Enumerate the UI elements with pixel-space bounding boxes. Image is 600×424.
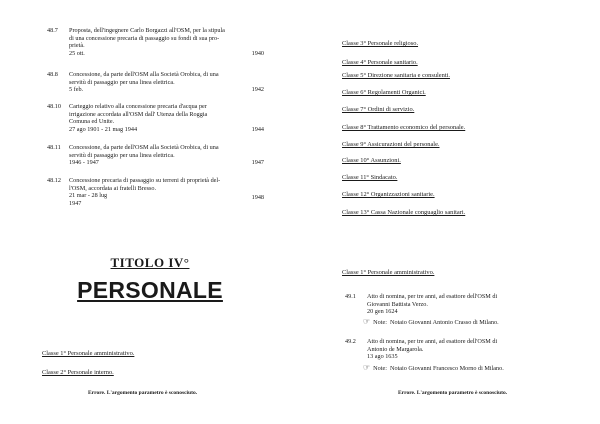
entry-text-line: Atto di nomina, per tre anni, ad esattore dell'OSM di: [367, 293, 498, 300]
entry-date: 25 ott.: [69, 49, 85, 57]
entry-number: 48.11: [47, 144, 61, 151]
classe-heading: Classe 13° Cassa Nazionale conguaglio sanitari.: [342, 209, 466, 216]
entry-date: 1946 - 1947: [69, 159, 99, 167]
note-pointing-hand-icon: ☞: [363, 317, 371, 326]
entry-year: 1948: [251, 194, 264, 202]
entry-text-line: servitù di passaggio per una linea elettrica.: [69, 78, 175, 86]
classe-heading: Classe 4° Personale sanitario.: [342, 59, 418, 66]
entry-text-line: Comuna ed Unite.: [69, 118, 115, 126]
entry-date: 5 feb.: [69, 86, 84, 94]
entry-date-continued: 1947: [69, 199, 82, 207]
entry-note: [363, 318, 499, 327]
note-text: Notaio Giovanni Francesco Morno di Milano.: [390, 365, 504, 372]
classe-heading: Classe 6° Regolamenti Organici.: [342, 89, 426, 96]
entry-text-line: Antonio de Margarola.: [367, 345, 424, 353]
entry-year: 1942: [251, 86, 264, 94]
classe-heading: Classe 1° Personale amministrativo.: [42, 350, 135, 357]
entry-number: 48.8: [47, 71, 58, 78]
entry-number: 48.10: [47, 103, 61, 110]
entry-text-line: servitù di passaggio per una linea elettrica.: [69, 151, 175, 159]
note-label: Note:: [373, 365, 387, 372]
section-heading: PERSONALE: [77, 277, 223, 303]
entry-text-line: di una concessione precaria di passaggio su fondi di sua pro-: [69, 34, 220, 42]
section-title: TITOLO IV°: [110, 255, 190, 270]
entry-text-line: Concessione precaria di passaggio su terreni di proprietà del-: [69, 177, 221, 184]
entry-date: 27 ago 1901 - 21 mag 1944: [69, 125, 138, 133]
classe-heading: Classe 7° Ordini di servizio.: [342, 106, 415, 113]
entry-date: 20 gen 1624: [367, 308, 398, 316]
classe-heading: Classe 1° Personale amministrativo.: [342, 269, 435, 276]
entry-number: 48.12: [47, 177, 61, 184]
classe-heading: Classe 3° Personale religioso.: [342, 40, 419, 47]
entry-text-line: l'OSM, accordata ai fratelli Bresso.: [69, 184, 157, 192]
entry-text-line: irrigazione accordata all'OSM dall' Utenza della Roggia: [69, 110, 208, 118]
entry-text-line: Atto di nomina, per tre anni, ad esattore dell'OSM di: [367, 338, 498, 345]
entry-year: 1947: [251, 159, 264, 167]
classe-heading: Classe 10° Assunzioni.: [342, 157, 401, 164]
classe-heading: Classe 9° Assicurazioni del personale.: [342, 141, 440, 148]
classe-heading: Classe 5° Direzione sanitaria e consulenti.: [342, 72, 450, 79]
entry-number: 48.7: [47, 27, 58, 34]
classe-heading: Classe 2° Personale interno.: [42, 369, 114, 376]
entry-year: 1944: [251, 125, 264, 133]
entry-date: 21 mar - 28 lug: [69, 192, 108, 200]
page-footer: Errore. L'argomento parametro è sconosciuto.: [398, 390, 508, 396]
classe-heading: Classe 8° Trattamento economico del personale.: [342, 124, 466, 131]
entry-number: 49.1: [345, 293, 356, 300]
entry-number: 49.2: [345, 338, 356, 345]
note-label: Note:: [373, 319, 387, 326]
classe-heading: Classe 11° Sindacato.: [342, 174, 398, 181]
entry-note: [363, 364, 504, 373]
entry-text-line: prietà.: [69, 42, 85, 50]
entry-text-line: Giovanni Battista Verzo.: [367, 300, 428, 308]
note-text: Notaio Giovanni Antonio Crasso di Milano.: [390, 319, 499, 326]
entry-text-line: Concessione, da parte dell'OSM alla Società Orobica, di una: [69, 144, 219, 151]
entry-text-line: Concessione, da parte dell'OSM alla Società Orobica, di una: [69, 71, 219, 78]
entry-text-line: Proposta, dell'ingegnere Carlo Borgazzi all'OSM, per la stipula: [69, 27, 225, 34]
note-pointing-hand-icon: ☞: [363, 363, 371, 372]
page-footer: Errore. L'argomento parametro è sconosciuto.: [88, 390, 198, 396]
classe-heading: Classe 12° Organizzazioni sanitarie.: [342, 191, 435, 198]
entry-date: 13 ago 1635: [367, 353, 398, 361]
entry-year: 1940: [251, 49, 264, 57]
entry-text-line: Carteggio relativo alla concessione precaria d'acqua per: [69, 103, 207, 110]
